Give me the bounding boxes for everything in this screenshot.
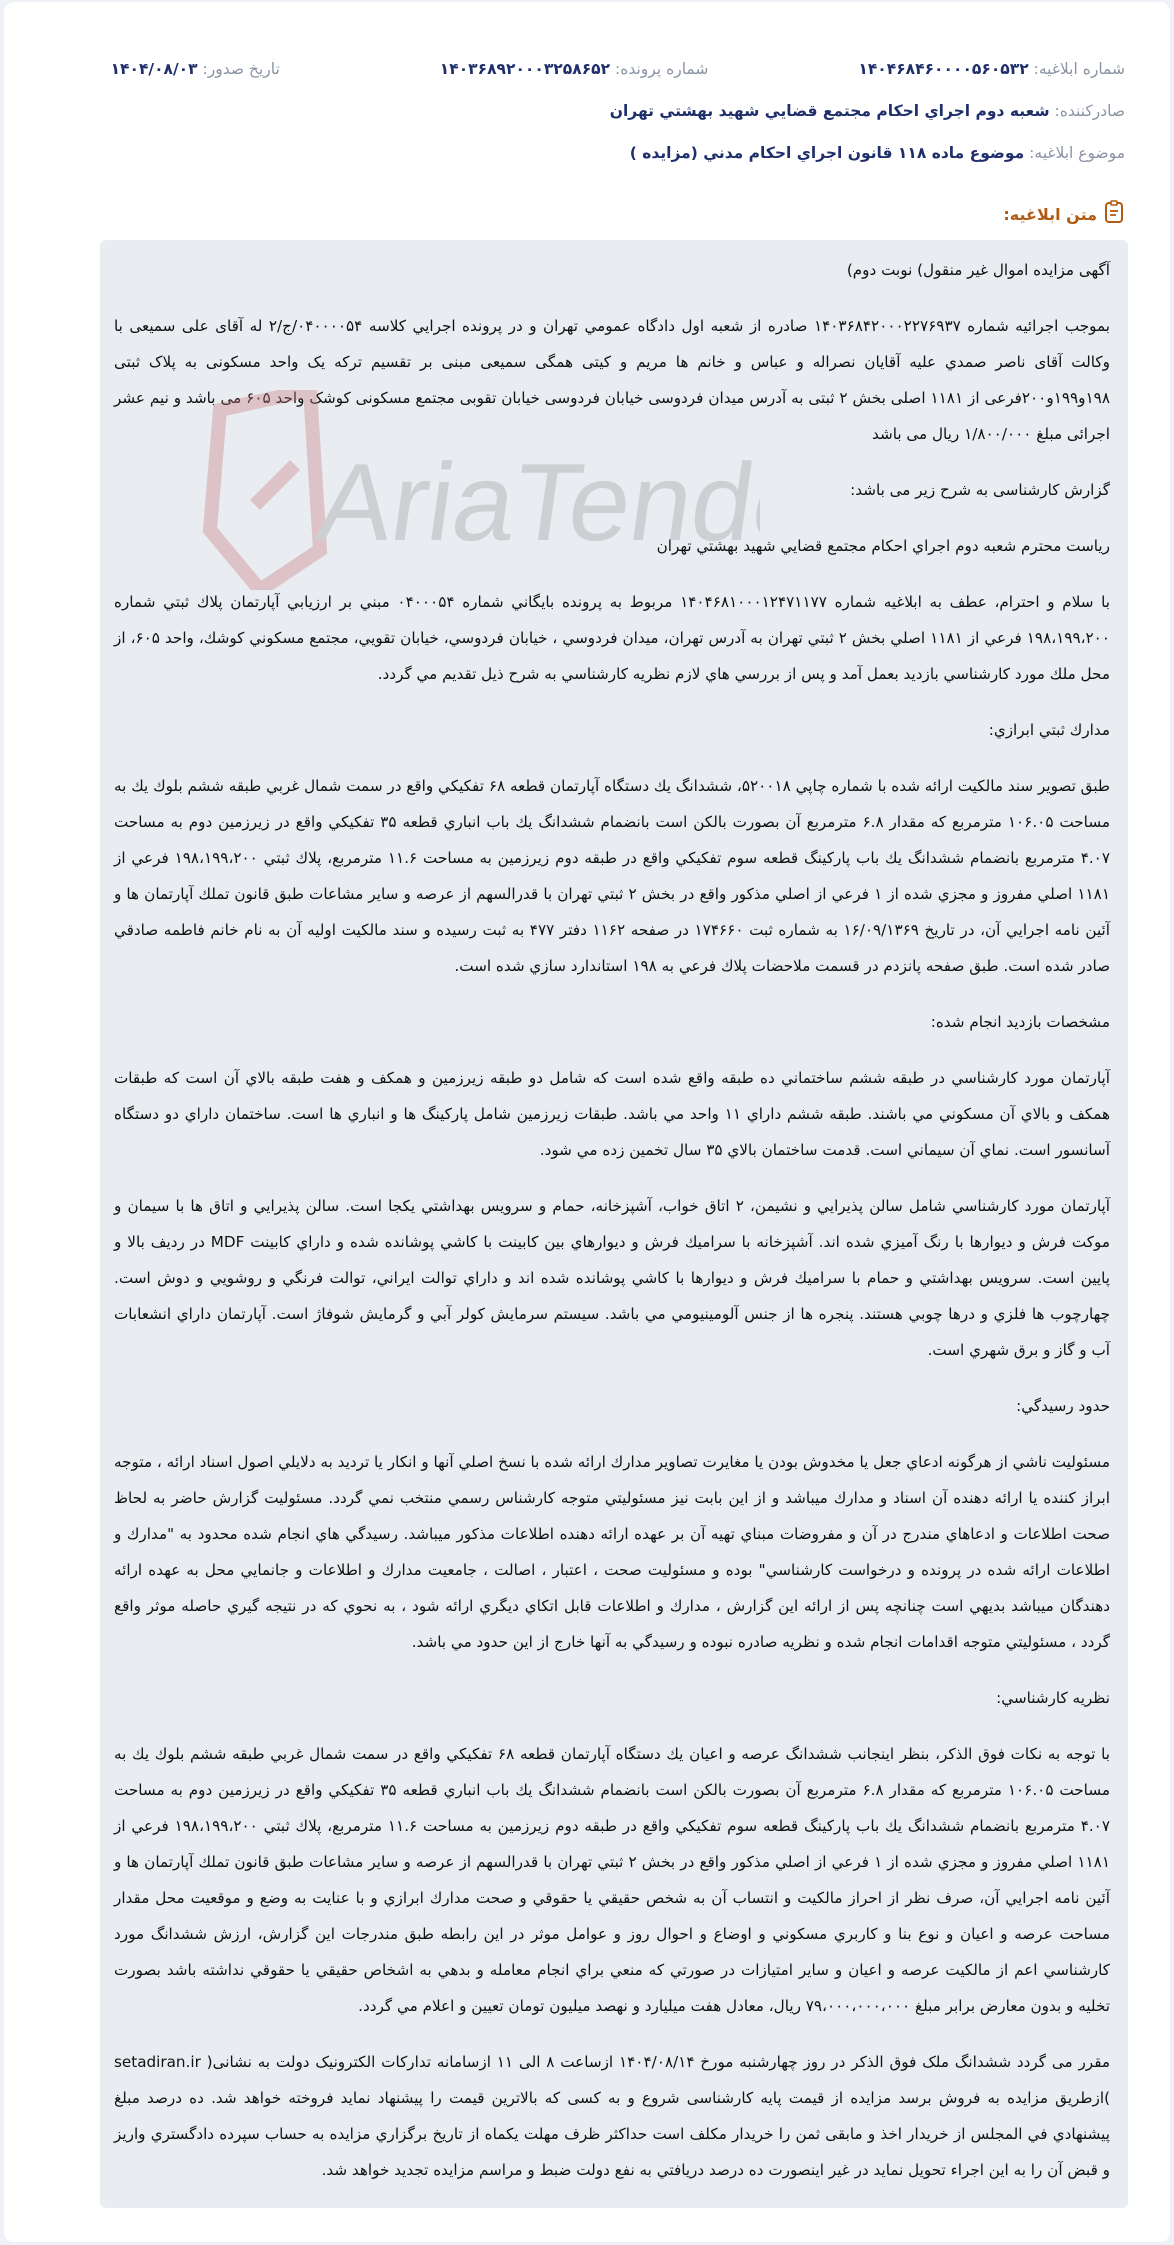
paragraph: بموجب اجرائیه شماره ۱۴۰۳۶۸۴۲۰۰۰۲۲۷۶۹۳۷ صادره از شعبه اول دادگاه عمومي تهران و در پرونده اجرايي كلاسه ۰۴۰۰۰۰۵۴/ج/۲ له آقای علی سمیعی با وکالت آقای ناصر صمدي علیه آقایان نصراله و عباس و خانم ها مریم و کیتی همگی سمیعی مبنی بر تقسیم ترکه یک واحد مسکونی به پلاک ثبتی ۱۹۸و۱۹۹و۲۰۰فرعی از ۱۱۸۱ اصلی بخش ۲ ثبتی به آدرس میدان فردوسی خیابان فردوسی خیابان تقوبی مجتمع مسکونی کوشک واحد ۶۰۵ می باشد و نیم عشر اجرائی مبلغ ۱/۸۰۰/۰۰۰ ریال می باشد (114, 317, 1110, 443)
section-title: متن ابلاغیه: (1003, 200, 1125, 228)
subject: موضوع ابلاغیه: موضوع ماده ۱۱۸ قانون اجراي احكام مدني (مزايده ) (629, 144, 1125, 162)
paragraph: با سلام و احترام، عطف به ابلاغيه شماره ۱۴۰۴۶۸۱۰۰۰۱۲۴۷۱۱۷۷ مربوط به پرونده بايگاني شماره ۰۴۰۰۰۵۴ مبني بر ارزيابي آپارتمان پلاك ثبتي شماره ۱۹۸،۱۹۹،۲۰۰ فرعي از ۱۱۸۱ اصلي بخش ۲ ثبتي تهران به آدرس تهران، ميدان فردوسي ، خيابان فردوسي، خيابان تقويي، مجتمع مسكوني كوشك، واحد ۶۰۵، از محل ملك مورد كارشناسي بازديد بعمل آمد و پس از بررسي هاي لازم نظريه كارشناسي به شرح ذيل تقديم مي گردد. (114, 593, 1111, 683)
paragraph: مدارك ثبتي ابرازي: (988, 721, 1110, 739)
paragraph: مسئوليت ناشي از هرگونه ادعاي جعل يا مخدوش بودن يا مغايرت تصاوير مدارك ارائه شده با نسخ اصلي آنها و انكار يا ترديد به دلايلي اصول اسناد ارائه ، متوجه ابراز كننده يا ارائه دهنده آن اسناد و مدارك ميباشد و از اين بابت نيز مسئوليتي متوجه كارشناس رسمي منتخب نمي گردد. مسئوليت گزارش حاضر به لحاظ صحت اطلاعات و ادعاهاي مندرج در آن و مفروضات مبناي تهيه آن بر عهده ارائه دهنده اطلاعات مذكور ميباشد. رسيدگي هاي انجام شده محدود به "مدارك و اطلاعات ارائه شده در پرونده و درخواست كارشناسي" بوده و مسئوليت صحت ، اعتبار ، اصالت ، جامعيت مدارك و اطلاعات و جانمايي محل به عهده ارائه دهندگان ميباشد بديهي است چنانچه پس از ارائه اين گزارش ، مدارك و اطلاعات قابل اتكاي ديگري ارائه شود ، به نحوي كه در نتيجه گيري حاصله موثر واقع گردد ، مسئوليتي متوجه اقدامات انجام شده و نظريه صادره نبوده و رسيدگي به آنها خارج از اين حدود مي باشد. (114, 1453, 1110, 1651)
paragraph: مقرر می گردد ششدانگ ملک فوق الذکر در روز چهارشنبه مورخ ۱۴۰۴/۰۸/۱۴ ازساعت ۸ الی ۱۱ ازسامانه تداركات الكترونیک دولت به نشانی( setadiran.ir )ازطریق مزایده به فروش برسد مزایده از قیمت پایه کارشناسی شروع و به کسی که بالاترین قیمت را پیشنهاد نماید فروخته خواهد شد. ده درصد مبلغ پیشنهادي في المجلس از خریدار اخذ و مابقی ثمن را خریدار مكلف است حداكثر ظرف مهلت یكماه از تاریخ برگزاري مزایده به حساب سپرده دادگستري واریز و قبض آن را به این اجراء تحویل نماید در غیر اینصورت ده درصد دریافتي به نفع دولت ضبط و مراسم مزایده تجدید خواهد شد. (114, 2053, 1111, 2179)
paragraph: رياست محترم شعبه دوم اجراي احكام مجتمع قضايي شهيد بهشتي تهران (656, 537, 1110, 555)
paragraph: مشخصات بازديد انجام شده: (930, 1013, 1110, 1031)
paragraph: گزارش کارشناسی به شرح زیر می باشد: (850, 481, 1110, 499)
svg-text:AriaTender.neT: AriaTender.neT (310, 441, 760, 564)
issue-date: تاریخ صدور: ۱۴۰۴/۰۸/۰۳ (110, 60, 280, 78)
paragraph: با توجه به نكات فوق الذكر، بنظر اينجانب ششدانگ عرصه و اعيان يك دستگاه آپارتمان قطعه ۶۸ تفكيكي واقع در سمت شمال غربي طبقه ششم بلوك يك به مساحت ۱۰۶.۰۵ مترمربع كه مقدار ۶.۸ مترمربع آن بصورت بالكن است بانضمام ششدانگ يك باب انباري قطعه ۳۵ تفكيكي واقع در زيرزمين دوم به مساحت ۴.۰۷ مترمربع بانضمام ششدانگ يك باب پاركينگ قطعه سوم تفكيكي واقع در طبقه دوم زيرزمين به مساحت ۱۱.۶ مترمربع، پلاك ثبتي ۱۹۸،۱۹۹،۲۰۰ فرعي از ۱۱۸۱ اصلي مفروز و مجزي شده از ۱ فرعي از اصلي مذكور واقع در بخش ۲ ثبتي تهران با قدرالسهم از عرصه و ساير مشاعات طبق قانون تملك آپارتمان ها و آئين نامه اجرايي آن، صرف نظر از احراز مالكيت و انتساب آن به شخص حقيقي يا حقوقي و صحت مدارك ابرازي و با عنايت به وضع و موقعيت محل مقدار مساحت عرصه و اعيان و نوع بنا و كاربري مسكوني و اوضاع و احوال روز و عوامل موثر در اين رابطه طبق مندرجات اين گزارش، ارزش ششدانگ مورد كارشناسي اعم از مالكيت عرصه و اعيان و ساير امتيازات در صورتي كه منعي براي انجام معامله و بدهي به اشخاص حقيقي يا حقوقي نداشته باشد بصورت تخليه و بدون معارض برابر مبلغ ۷۹،۰۰۰،۰۰۰،۰۰۰ ريال، معادل هفت ميليارد و نهصد ميليون تومان تعيين و اعلام مي گردد. (114, 1745, 1110, 2015)
paragraph: حدود رسيدگي: (1016, 1397, 1110, 1415)
paragraph: نظريه كارشناسي: (996, 1689, 1110, 1707)
paragraph: طبق تصوير سند مالكيت ارائه شده با شماره چاپي ۵۲۰۰۱۸، ششدانگ يك دستگاه آپارتمان قطعه ۶۸ تفكيكي واقع در سمت شمال غربي طبقه ششم بلوك يك به مساحت ۱۰۶.۰۵ مترمربع كه مقدار ۶.۸ مترمربع آن بصورت بالكن است بانضمام ششدانگ يك باب انباري قطعه ۳۵ تفكيكي واقع در زيرزمين دوم به مساحت ۴.۰۷ مترمربع بانضمام ششدانگ يك باب پاركينگ قطعه سوم تفكيكي واقع در طبقه دوم زيرزمين به مساحت ۱۱.۶ مترمربع، پلاك ثبتي ۱۹۸،۱۹۹،۲۰۰ فرعي از ۱۱۸۱ اصلي مفروز و مجزي شده از ۱ فرعي از اصلي مذكور واقع در بخش ۲ ثبتي تهران با قدرالسهم از عرصه و ساير مشاعات طبق قانون تملك آپارتمان ها و آئين نامه اجرايي آن، در تاريخ ۱۶/۰۹/۱۳۶۹ به شماره ثبت ۱۷۴۶۶۰ در صفحه ۱۱۶۲ دفتر ۴۷۷ به ثبت رسيده و سند مالكيت اوليه آن به نام خانم فاطمه صادقي صادر شده است. طبق صفحه پانزدم در قسمت ملاحضات پلاك فرعي به ۱۹۸ استاندارد سازي شده است. (114, 777, 1111, 975)
notice-number: شماره ابلاغیه: ۱۴۰۴۶۸۴۶۰۰۰۰۵۶۰۵۳۲ (858, 60, 1125, 78)
document-icon (1103, 200, 1125, 228)
paragraph: آگهی مزایده اموال غیر منقول) نوبت دوم) (846, 261, 1110, 279)
file-number: شماره پرونده: ۱۴۰۳۶۸۹۲۰۰۰۳۲۵۸۶۵۲ (439, 60, 709, 78)
issuer: صادرکننده: شعبه دوم اجراي احكام مجتمع قضايي شهيد بهشتي تهران (609, 102, 1125, 120)
meta-row (44, 60, 1125, 78)
paragraph: آپارتمان مورد كارشناسي در طبقه ششم ساختماني ده طبقه واقع شده است كه شامل دو طبقه زيرزمين و همكف و هفت طبقه بالاي آن است كه طبقات همكف و بالاي آن مسكوني مي باشند. طبقه ششم داراي ۱۱ واحد مي باشد. طبقات زيرزمين شامل پاركينگ ها و انباري ها است. ساختمان داراي دو دستگاه آسانسور است. نماي آن سيماني است. قدمت ساختمان بالاي ۳۵ سال تخمين زده مي شود. (114, 1069, 1110, 1159)
paragraph: آپارتمان مورد كارشناسي شامل سالن پذيرايي و نشيمن، ۲ اتاق خواب، آشپزخانه، حمام و سرويس بهداشتي يكجا است. سالن پذيرايي و اتاق ها با سيمان و موكت فرش و ديوارها با رنگ آميزي شده اند. آشپزخانه با سراميك فرش و ديوارهاي بين كابينت با كاشي پوشانده شده و داراي كابينت MDF در رديف بالا و پايين است. سرويس بهداشتي و حمام با سراميك فرش و ديوارها با كاشي پوشانده شده اند و داراي توالت ايراني، توالت فرنگي و روشويي و دوش است. چهارچوب ها فلزي و درها چوبي هستند. پنجره ها از جنس آلومينيومي مي باشد. سيستم سرمايش كولر آبي و گرمايش شوفاژ است. آپارتمان داراي انشعابات آب و گاز و برق شهري است. (114, 1197, 1110, 1359)
notice-body (100, 240, 1128, 2208)
